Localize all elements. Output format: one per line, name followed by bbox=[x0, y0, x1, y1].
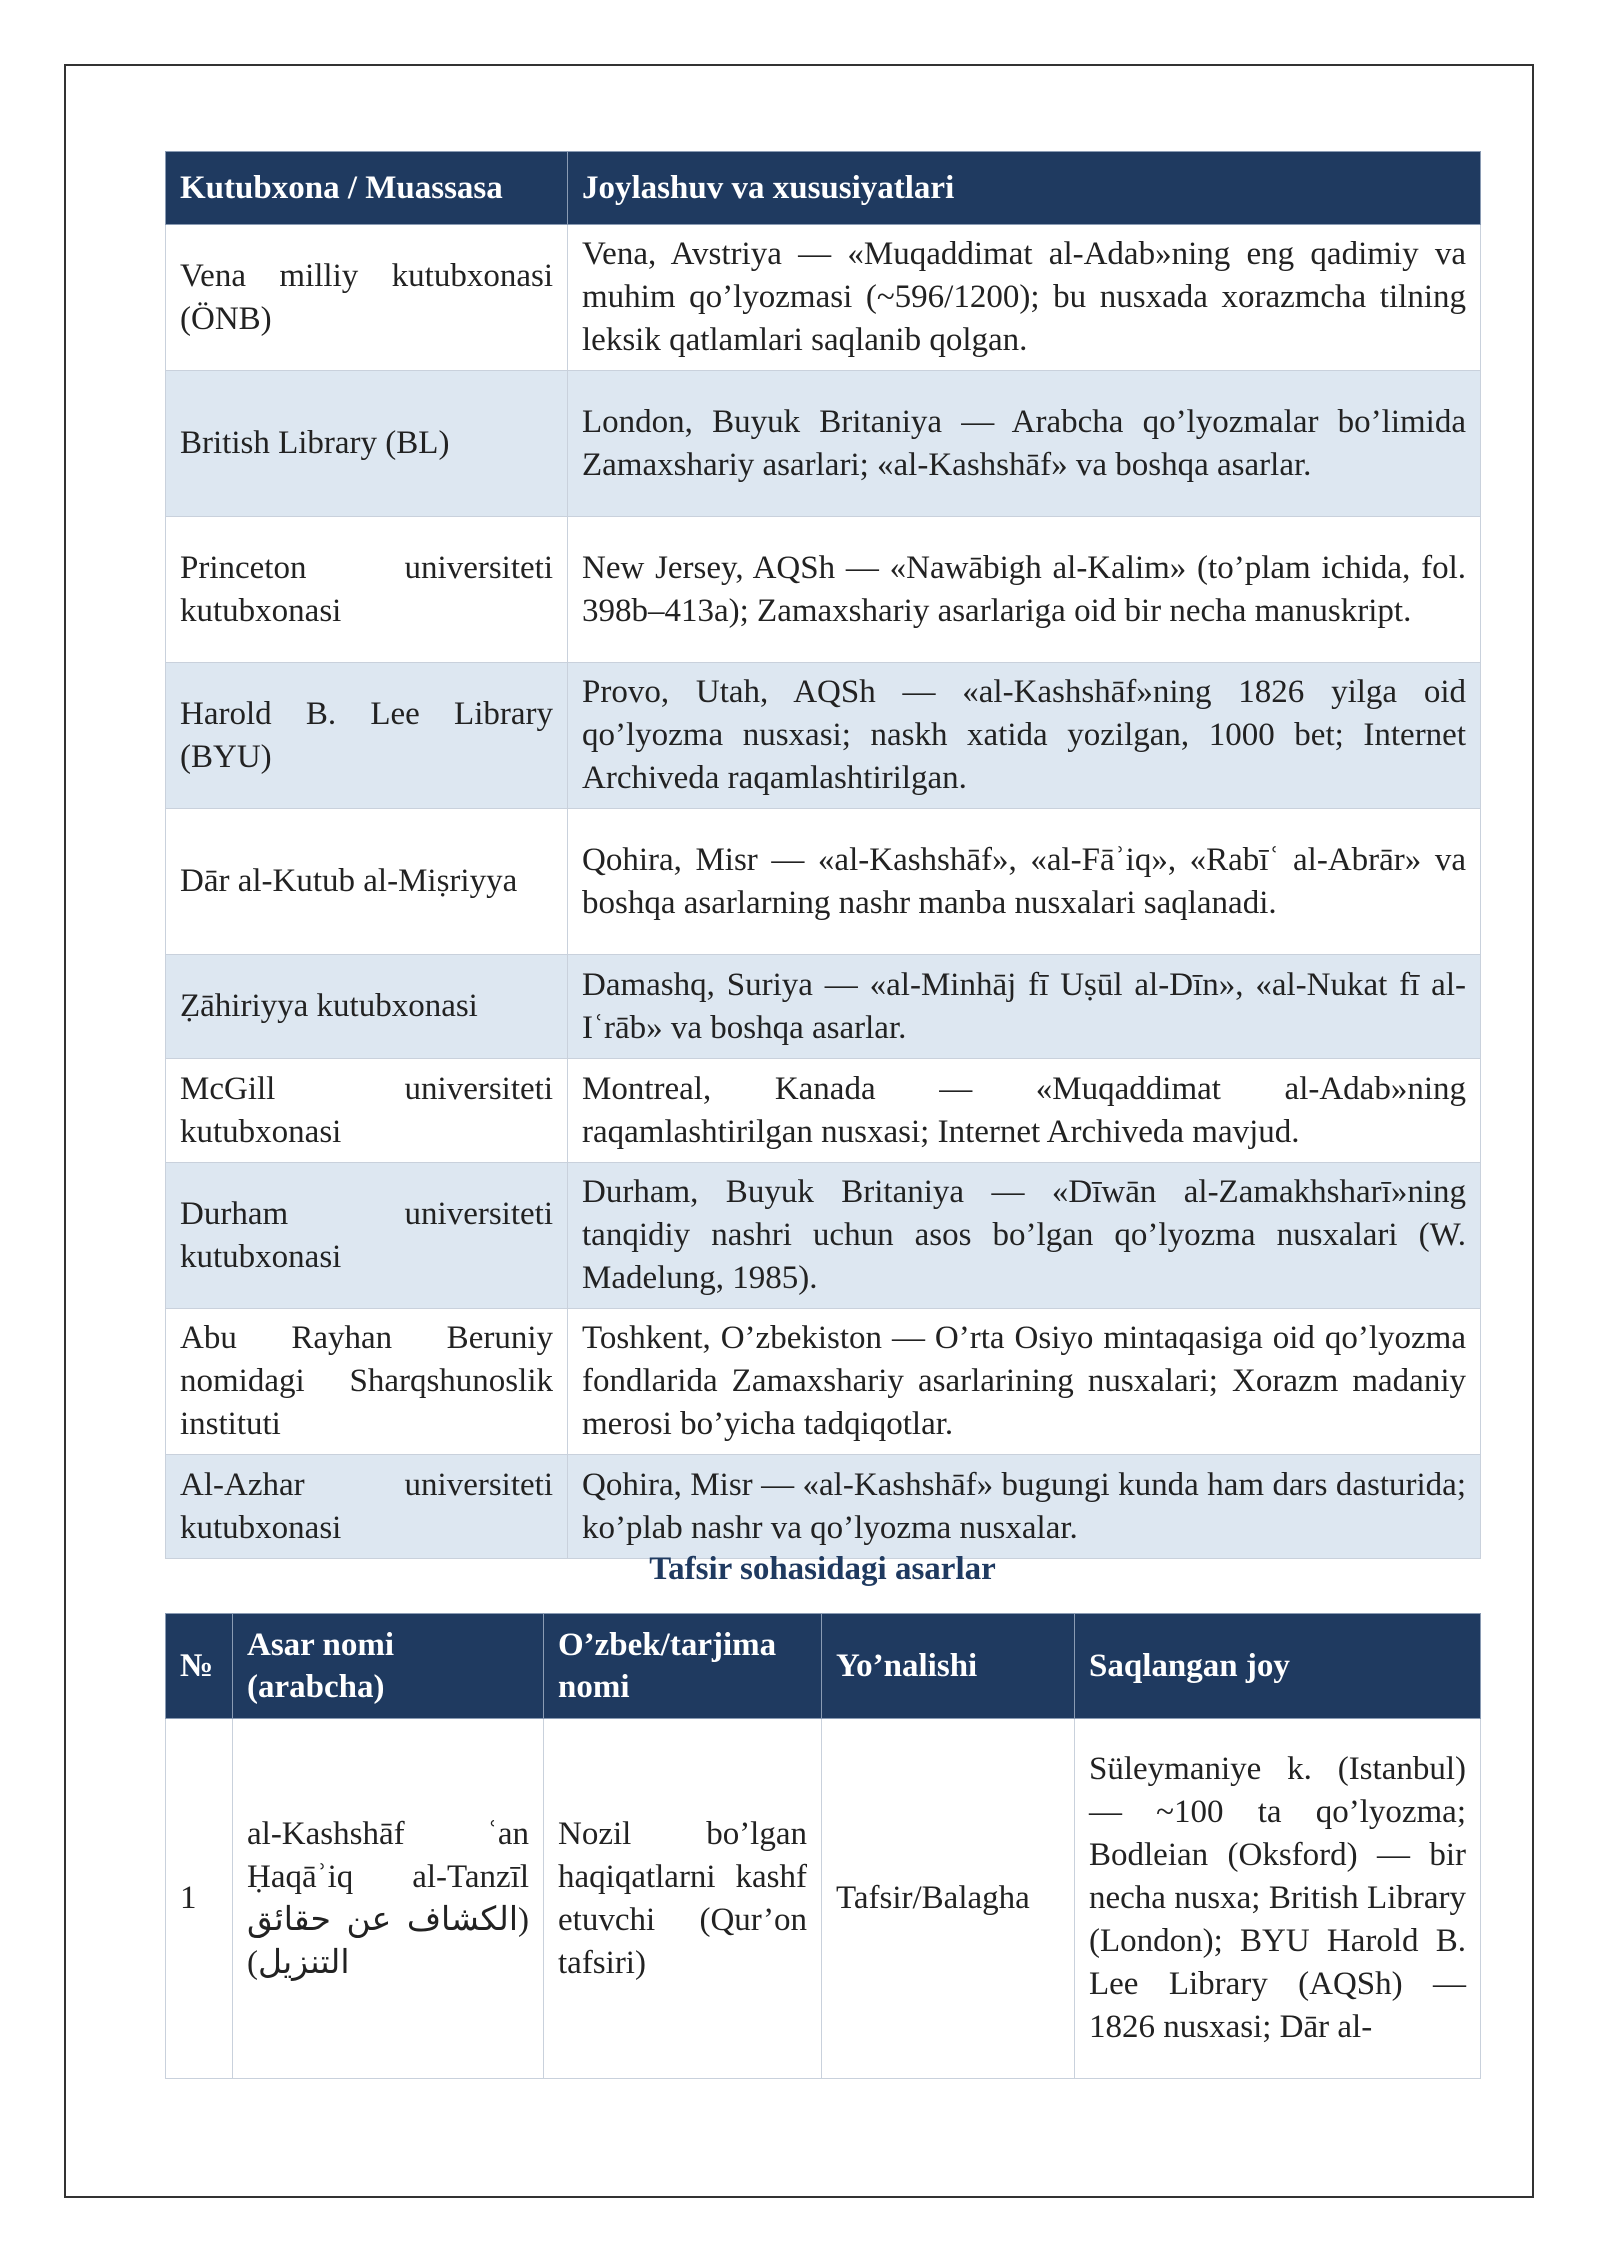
work-translation: Nozil bo’lgan haqiqatlarni kashf etuvchi (Qur’on tafsiri) bbox=[544, 1719, 822, 2079]
library-name: Al-Azhar universiteti kutubxonasi bbox=[166, 1455, 568, 1559]
table-row bbox=[166, 1163, 1481, 1309]
header-location: Joylashuv va xususiyatlari bbox=[568, 152, 1481, 225]
library-info: Montreal, Kanada — «Muqaddimat al-Adab»ning raqamlashtirilgan nusxasi; Internet Archiveda mavjud. bbox=[568, 1059, 1481, 1163]
works-header-row bbox=[166, 1614, 1481, 1719]
table-row bbox=[166, 1719, 1481, 2079]
section-title: Tafsir sohasidagi asarlar bbox=[649, 1551, 996, 1587]
library-info: New Jersey, AQSh — «Nawābigh al-Kalim» (to’plam ichida, fol. 398b–413a); Zamaxshariy asarlariga oid bir necha manuskript. bbox=[568, 517, 1481, 663]
table-row bbox=[166, 955, 1481, 1059]
table-row bbox=[166, 1059, 1481, 1163]
work-title-arabic: (الكشاف عن حقائق التنزيل) bbox=[247, 1901, 529, 1981]
library-name: Durham universiteti kutubxonasi bbox=[166, 1163, 568, 1309]
work-title-latin: al-Kashshāf ʿan Ḥaqāʾiq al-Tanzīl bbox=[247, 1815, 529, 1895]
library-info: Provo, Utah, AQSh — «al-Kashshāf»ning 1826 yilga oid qo’lyozma nusxasi; naskh xatida yozilgan, 1000 bet; Internet Archiveda raqamlashtirilgan. bbox=[568, 663, 1481, 809]
library-name: Abu Rayhan Beruniy nomidagi Sharqshunoslik instituti bbox=[166, 1309, 568, 1455]
header-number: № bbox=[166, 1614, 233, 1719]
library-info: Qohira, Misr — «al-Kashshāf», «al-Fāʾiq», «Rabīʿ al-Abrār» va boshqa asarlarning nashr manba nusxalari saqlanadi. bbox=[568, 809, 1481, 955]
libraries-header-row bbox=[166, 152, 1481, 225]
library-info: Damashq, Suriya — «al-Minhāj fī Uṣūl al-Dīn», «al-Nukat fī al-Iʿrāb» va boshqa asarlar. bbox=[568, 955, 1481, 1059]
library-name: Dār al-Kutub al-Miṣriyya bbox=[166, 809, 568, 955]
library-name: McGill universiteti kutubxonasi bbox=[166, 1059, 568, 1163]
library-name: Ẓāhiriyya kutubxonasi bbox=[166, 955, 568, 1059]
library-info: Vena, Avstriya — «Muqaddimat al-Adab»ning eng qadimiy va muhim qo’lyozmasi (~596/1200); bu nusxada xorazmcha tilning leksik qatlamlari saqlanib qolgan. bbox=[568, 225, 1481, 371]
header-location: Saqlangan joy bbox=[1075, 1614, 1481, 1719]
works-table bbox=[165, 1613, 1481, 2079]
library-info: Durham, Buyuk Britaniya — «Dīwān al-Zamakhsharī»ning tanqidiy nashri uchun asos bo’lgan qo’lyozma nusxalari (W. Madelung, 1985). bbox=[568, 1163, 1481, 1309]
table-row bbox=[166, 663, 1481, 809]
library-name: Harold B. Lee Library (BYU) bbox=[166, 663, 568, 809]
table-row bbox=[166, 371, 1481, 517]
work-direction: Tafsir/Balagha bbox=[822, 1719, 1075, 2079]
work-location: Süleymaniye k. (Istanbul) — ~100 ta qo’lyozma; Bodleian (Oksford) — bir necha nusxa; British Library (London); BYU Harold B. Lee Library (AQSh) — 1826 nusxasi; Dār al- bbox=[1075, 1719, 1481, 2079]
library-info: Qohira, Misr — «al-Kashshāf» bugungi kunda ham dars dasturida; ko’plab nashr va qo’lyozma nusxalar. bbox=[568, 1455, 1481, 1559]
library-info: Toshkent, O’zbekiston — O’rta Osiyo mintaqasiga oid qo’lyozma fondlarida Zamaxshariy asarlarining nusxalari; Xorazm madaniy merosi bo’yicha tadqiqotlar. bbox=[568, 1309, 1481, 1455]
header-library: Kutubxona / Muassasa bbox=[166, 152, 568, 225]
library-info: London, Buyuk Britaniya — Arabcha qo’lyozmalar bo’limida Zamaxshariy asarlari; «al-Kashshāf» va boshqa asarlar. bbox=[568, 371, 1481, 517]
library-name: Princeton universiteti kutubxonasi bbox=[166, 517, 568, 663]
table-row bbox=[166, 1455, 1481, 1559]
table-row bbox=[166, 1309, 1481, 1455]
libraries-table bbox=[165, 151, 1481, 1559]
header-direction: Yo’nalishi bbox=[822, 1614, 1075, 1719]
table-row bbox=[166, 225, 1481, 371]
work-number: 1 bbox=[166, 1719, 233, 2079]
library-name: Vena milliy kutubxonasi (ÖNB) bbox=[166, 225, 568, 371]
header-title-arabic: Asar nomi (arabcha) bbox=[233, 1614, 544, 1719]
table-row bbox=[166, 517, 1481, 663]
work-title-cell bbox=[233, 1719, 544, 2079]
table-row bbox=[166, 809, 1481, 955]
header-translation: O’zbek/tarjima nomi bbox=[544, 1614, 822, 1719]
library-name: British Library (BL) bbox=[166, 371, 568, 517]
